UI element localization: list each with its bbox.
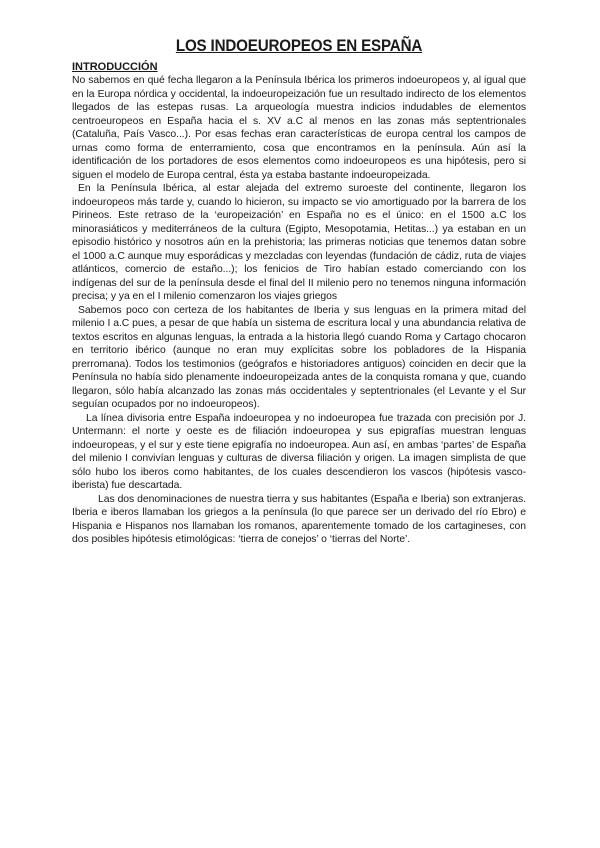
- paragraph-5: Las dos denominaciones de nuestra tierra y sus habitantes (España e Iberia) son extranjeras. Iberia e iberos llamaban los griegos a la península (lo que parece ser un derivado del río Ebro) e Hispania e Hispanos nos llamaban los romanos, aparentemente tomado de los cartagineses, con dos posibles hipótesis etimológicas: ‘tierra de conejos’ o ‘tierras del Norte’.: [72, 493, 526, 545]
- paragraph-4: La línea divisoria entre España indoeuropea y no indoeuropea fue trazada con precisión por J. Untermann: el norte y oeste es de filiación indoeuropea y sus epigrafías muestran lenguas indoeuropeas, y el sur y este tiene epigrafía no indoeuropea. Aun así, en ambas ‘partes’ de España del milenio I convivían lenguas y culturas de diversa filiación y origen. La imagen simplista de que sólo hubo los iberos como habitantes, de los cuales descendieron los vascos (hipótesis vasco-iberista) fue descartada.: [72, 412, 526, 491]
- document-title: LOS INDOEUROPEOS EN ESPAÑA: [175, 37, 423, 55]
- paragraph-1: No sabemos en qué fecha llegaron a la Península Ibérica los primeros indoeuropeos y, al igual que en la Europa nórdica y occidental, la indoeuropeización fue un resultado indirecto de los elementos llegados de las estepas rusas. La arqueología muestra indicios indudables de elementos centroeuropeos en España hacia el s. XV a.C al menos en las zonas más septentrionales (Cataluña, País Vasco...). Por esas fechas eran características de europa central los campos de urnas como forma de enterramiento, cosa que encontramos en la península. Aún así la identificación de los portadores de esos elementos como indoeuropeos es una hipótesis, pero si siguen el modelo de Europa central, ésta ya estaba bastante indoeuropeizada.: [72, 75, 526, 181]
- paragraph-2: En la Península Ibérica, al estar alejada del extremo suroeste del continente, llegaron los indoeuropeos más tarde y, cuando lo hicieron, su impacto se vio amortiguado por la barrera de los Pirineos. Este retraso de la ‘europeización’ en España no es el único: en el 1500 a.C los minorasiáticos y mediterráneos de la cultura (Egipto, Mesopotamia, Hetitas...) ya estaban en un episodio histórico y nosotros aún en la prehistoria; las primeras noticias que tenemos datan sobre el 1000 a.C aunque muy esporádicas y mezcladas con leyendas (fundación de cádiz, ruta de viajes atlánticos, comercio de estaño...); los fenicios de Tiro habían estado comerciando con los indígenas del sur de la península desde el final del II milenio pero no tenemos ninguna información precisa; y ya en el I milenio comenzaron los viajes griegos: [72, 183, 526, 302]
- paragraph-3: Sabemos poco con certeza de los habitantes de Iberia y sus lenguas en la primera mitad del milenio I a.C pues, a pesar de que había un sistema de escritura local y una abundancia relativa de textos escritos en algunas lenguas, la entrada a la historia llegó cuando Roma y Cartago chocaron en territorio ibérico (aunque no eran muy explícitas sobre los pobladores de la Hispania prerromana). Todos los testimonios (geógrafos e historiadores antiguos) coinciden en decir que la Península no había sido plenamente indoeuropeizada antes de la conquista romana y que, cuando llegaron, sólo había alcanzado las zonas más occidentales y septentrionales (el Levante y el Sur seguían ocupados por no indoeuropeos).: [72, 304, 526, 410]
- document-page: [72, 36, 526, 547]
- section-heading-introduccion: INTRODUCCIÓN: [72, 61, 158, 73]
